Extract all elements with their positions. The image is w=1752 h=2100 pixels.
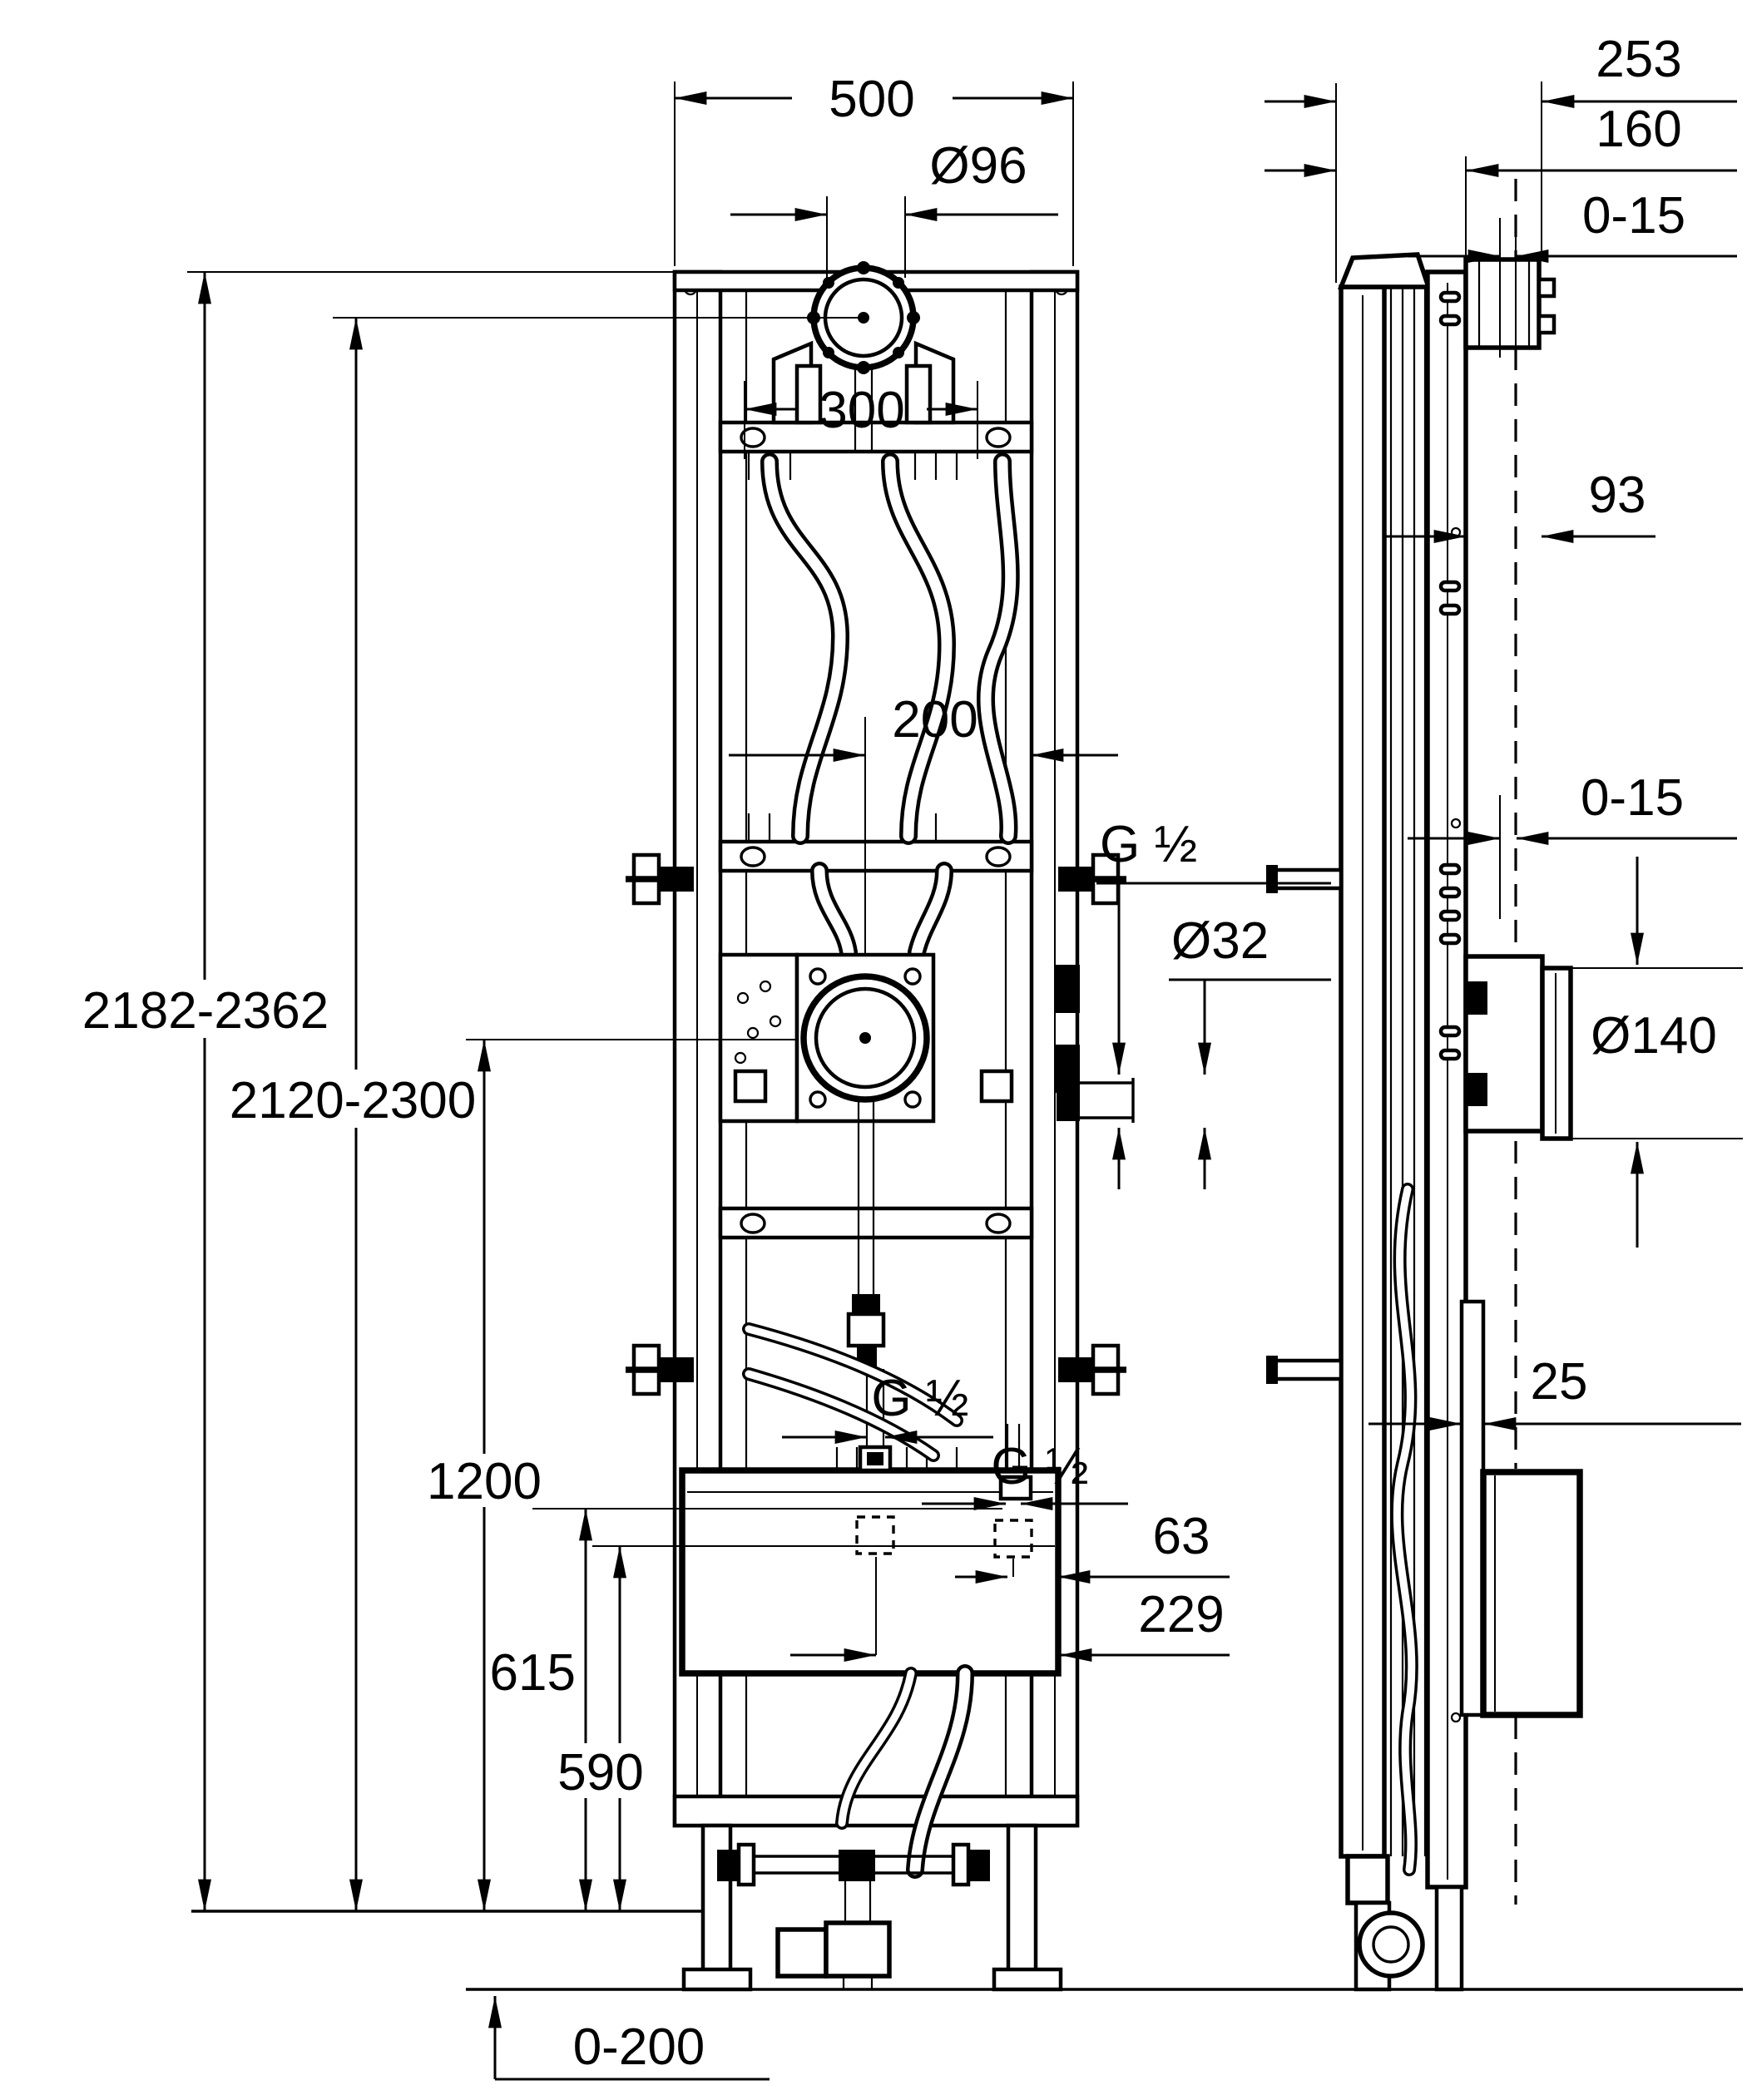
dim-rail-to-plate: 160 — [1596, 101, 1682, 158]
anchor-bolt — [1273, 870, 1341, 888]
mixer-side — [1466, 956, 1571, 1139]
crossbar — [720, 842, 1032, 871]
dim-floor-adjustment: 0-200 — [572, 2018, 705, 2076]
left-foot — [684, 1969, 750, 1989]
drain-bell — [778, 1930, 826, 1976]
dim-mixer-height: 1200 — [427, 1453, 542, 1510]
dimensions-side — [1265, 31, 1743, 1424]
rail-cap — [1341, 254, 1428, 287]
anchor-bolt — [1273, 1361, 1341, 1379]
wall-panel — [1462, 1302, 1483, 1715]
dim-elbow-depth: 93 — [1588, 467, 1646, 524]
left-leg — [703, 1826, 730, 1971]
dim-conn-to-edge: 63 — [1152, 1508, 1210, 1565]
label-box-conn-right: G ½ — [991, 1438, 1089, 1495]
drain-hose-loop — [1359, 1913, 1423, 1976]
right-foot — [994, 1969, 1061, 1989]
bottom-piping — [717, 1673, 990, 1989]
dim-mixer-offset: 200 — [892, 691, 978, 749]
label-mixer-conn-dia: Ø32 — [1171, 912, 1269, 970]
crossbar — [720, 1208, 1032, 1238]
drain-valve — [826, 1923, 889, 1976]
dim-upper-conn-height: 615 — [489, 1644, 576, 1702]
mixer-rough-in — [720, 955, 1080, 1121]
dim-outlet-height: 2120-2300 — [229, 1072, 477, 1129]
dim-outlet-diameter: Ø96 — [929, 137, 1027, 195]
outlet-elbow-side — [1466, 259, 1554, 348]
dim-total-height: 2182-2362 — [82, 982, 329, 1040]
mixer-side-connection — [1057, 1078, 1133, 1123]
box-side — [1483, 1472, 1580, 1715]
bottom-crossbar — [675, 1796, 1077, 1826]
dim-lower-conn-height: 590 — [557, 1744, 644, 1801]
side-foot — [1348, 1856, 1388, 1903]
dim-total-depth: 253 — [1596, 31, 1682, 88]
right-leg — [1008, 1826, 1036, 1971]
dim-conn-to-edge-2: 229 — [1138, 1586, 1225, 1643]
dim-bracket-span: 300 — [819, 382, 905, 439]
side-view — [1266, 179, 1580, 1989]
dim-escutcheon-dia: Ø140 — [1591, 1007, 1717, 1065]
dim-panel-thickness: 25 — [1530, 1353, 1588, 1411]
front-view — [626, 261, 1133, 1989]
label-box-conn-left: G ½ — [871, 1370, 969, 1427]
dim-wall-adjust-top: 0-15 — [1581, 187, 1686, 245]
dim-frame-width: 500 — [829, 71, 915, 128]
dim-wall-adjust-mid: 0-15 — [1580, 769, 1685, 827]
label-mixer-thread: G ½ — [1100, 816, 1198, 873]
